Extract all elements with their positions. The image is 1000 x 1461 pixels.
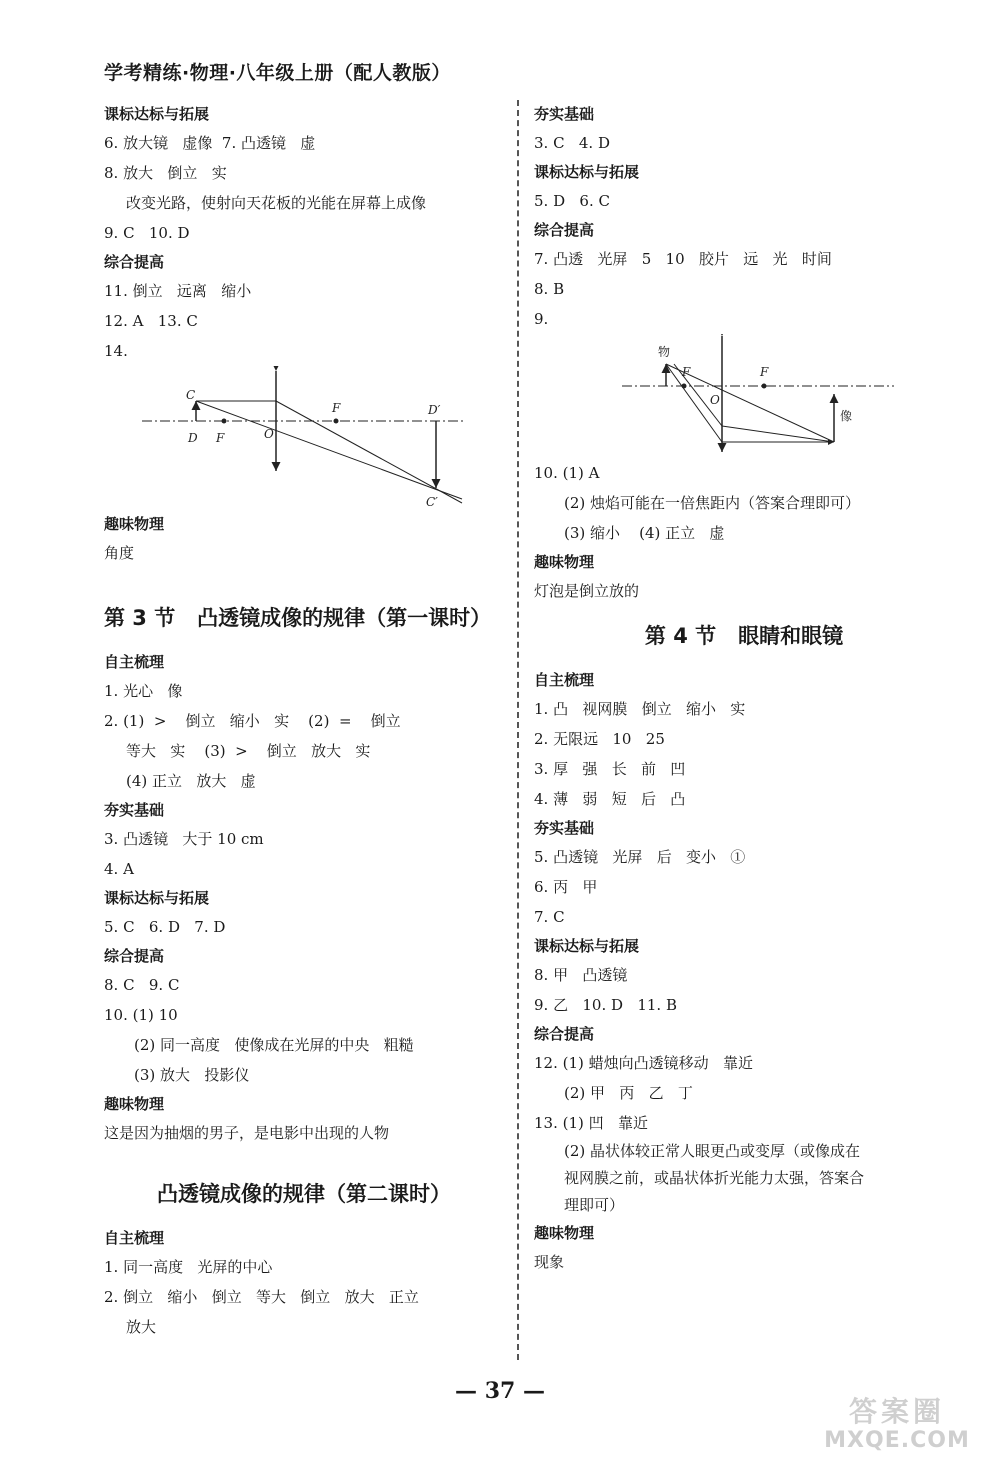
label-c: C [186, 388, 196, 402]
answer-line: (4) 正立 放大 虚 [126, 772, 256, 790]
section-title: 趣味物理 [534, 1224, 595, 1242]
answer-line: 1. 凸 视网膜 倒立 缩小 实 [534, 700, 746, 718]
answer-line: 14. [104, 342, 128, 360]
answer-line: 2. 无限远 10 25 [534, 730, 665, 748]
answer-line: (2) 晶状体较正常人眼更凸或变厚（或像成在 [564, 1142, 861, 1160]
page-header: 学考精练·物理·八年级上册（配人教版） [104, 62, 451, 84]
answer-line: 改变光路，使射向天花板的光能在屏幕上成像 [126, 194, 427, 212]
answer-line: 13. (1) 凹 靠近 [534, 1114, 648, 1132]
answer-line: 角度 [104, 544, 135, 562]
answer-line: 等大 实 (3) > 倒立 放大 实 [126, 742, 371, 760]
answer-line: 5. 凸透镜 光屏 后 变小 ① [534, 848, 746, 866]
answer-line: 1. 光心 像 [104, 682, 183, 700]
label-f2: F [760, 365, 769, 379]
label-image: 像 [840, 409, 853, 423]
answer-line: (3) 放大 投影仪 [134, 1066, 250, 1084]
answer-line: 8. B [534, 280, 565, 298]
answer-line: 12. (1) 蜡烛向凸透镜移动 靠近 [534, 1054, 753, 1072]
answer-line: 4. A [104, 860, 134, 878]
section-title: 自主梳理 [104, 1229, 165, 1247]
answer-line: 5. C 6. D 7. D [104, 918, 226, 936]
label-o: O [710, 393, 720, 407]
label-o: O [264, 427, 274, 441]
answer-line: 4. 薄 弱 短 后 凸 [534, 790, 686, 808]
answer-line: 11. 倒立 远离 缩小 [104, 282, 252, 300]
chapter-title: 第 4 节 眼睛和眼镜 [644, 624, 844, 648]
watermark-logo [812, 1395, 982, 1455]
answer-line: 9. [534, 310, 549, 328]
label-f1: F [682, 365, 691, 379]
focus-right [334, 419, 339, 424]
focus-right [762, 384, 767, 389]
section-title: 课标达标与拓展 [104, 105, 210, 123]
page-number: — 37 — [455, 1378, 545, 1404]
answer-line: 9. 乙 10. D 11. B [534, 996, 677, 1014]
column-divider [517, 100, 519, 1360]
answer-line: 3. 凸透镜 大于 10 cm [104, 830, 264, 848]
label-d: D [188, 431, 198, 445]
section-title: 课标达标与拓展 [534, 163, 640, 181]
answer-line: (3) 缩小 (4) 正立 虚 [564, 524, 725, 542]
section-title: 趣味物理 [104, 515, 165, 533]
answer-line: 1. 同一高度 光屏的中心 [104, 1258, 273, 1276]
answer-line: 7. C [534, 908, 565, 926]
answer-line: 7. 凸透 光屏 5 10 胶片 远 光 时间 [534, 250, 832, 268]
right-column [534, 100, 954, 1277]
answer-line: 理即可） [564, 1196, 625, 1214]
center-ray [196, 401, 462, 499]
answer-line: 12. A 13. C [104, 312, 198, 330]
label-f2: F [332, 401, 341, 415]
section-title: 综合提高 [534, 221, 595, 239]
answer-line: 8. C 9. C [104, 976, 180, 994]
section-title: 课标达标与拓展 [534, 937, 640, 955]
lens-ray-diagram-9 [534, 334, 934, 454]
answer-line: 3. 厚 强 长 前 凹 [534, 760, 686, 778]
focus-left [682, 384, 687, 389]
answer-line: (2) 同一高度 使像成在光屏的中央 粗糙 [134, 1036, 414, 1054]
section-title: 夯实基础 [534, 819, 595, 837]
lens-ray-diagram-14 [104, 366, 504, 506]
focus-left [222, 419, 227, 424]
left-column [104, 100, 504, 1342]
chapter-title: 凸透镜成像的规律（第二课时） [157, 1182, 451, 1206]
chapter-title: 第 3 节 凸透镜成像的规律（第一课时） [104, 606, 492, 630]
section-title: 课标达标与拓展 [104, 889, 210, 907]
section-title: 自主梳理 [104, 653, 165, 671]
label-f1: F [216, 431, 225, 445]
answer-line: 视网膜之前，或晶状体折光能力太强，答案合 [564, 1169, 865, 1187]
answer-line: (2) 烛焰可能在一倍焦距内（答案合理即可） [564, 494, 861, 512]
answer-line: (2) 甲 丙 乙 丁 [564, 1084, 693, 1102]
label-object: 物 [658, 345, 671, 359]
section-title: 趣味物理 [104, 1095, 165, 1113]
answer-line: 9. C 10. D [104, 224, 190, 242]
section-title: 综合提高 [104, 947, 165, 965]
answer-line: 2. 倒立 缩小 倒立 等大 倒立 放大 正立 [104, 1288, 419, 1306]
answer-line: 2. (1) > 倒立 缩小 实 (2) = 倒立 [104, 712, 401, 730]
answer-line: 灯泡是倒立放的 [534, 582, 640, 600]
section-title: 趣味物理 [534, 553, 595, 571]
watermark-bottom: MXQE.COM [824, 1428, 970, 1453]
section-title: 综合提高 [534, 1025, 595, 1043]
section-title: 自主梳理 [534, 671, 595, 689]
watermark-top: 答案圈 [848, 1395, 945, 1428]
answer-line: 5. D 6. C [534, 192, 610, 210]
label-c-prime: C′ [426, 495, 438, 506]
answer-line: 6. 放大镜 虚像 7. 凸透镜 虚 [104, 134, 316, 152]
label-d-prime: D′ [428, 403, 441, 417]
answer-line: 8. 甲 凸透镜 [534, 966, 628, 984]
answer-line: 6. 丙 甲 [534, 878, 598, 896]
answer-line: 10. (1) A [534, 464, 600, 482]
answer-line: 这是因为抽烟的男子，是电影中出现的人物 [104, 1124, 390, 1142]
answer-line: 8. 放大 倒立 实 [104, 164, 227, 182]
section-title: 夯实基础 [104, 801, 165, 819]
answer-line: 3. C 4. D [534, 134, 610, 152]
answer-line: 放大 [126, 1318, 157, 1336]
section-title: 综合提高 [104, 253, 165, 271]
answer-line: 现象 [534, 1253, 565, 1271]
answer-line: 10. (1) 10 [104, 1006, 178, 1024]
section-title: 夯实基础 [534, 105, 595, 123]
